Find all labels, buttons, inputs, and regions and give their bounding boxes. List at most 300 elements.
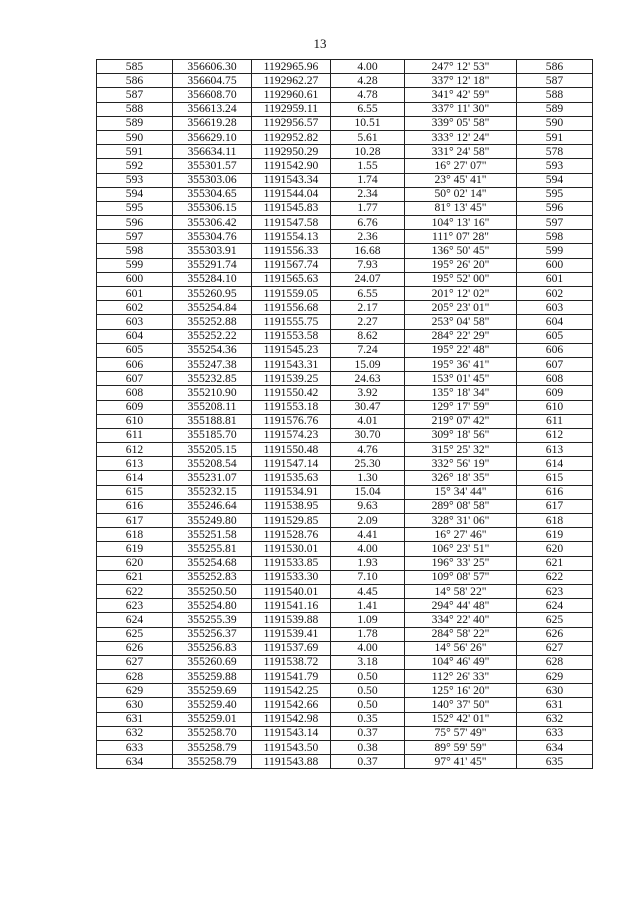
distance-cell: 2.36 [331, 230, 405, 244]
bearing-cell: 89° 59' 59" [405, 741, 517, 755]
y-coordinate-cell: 1191576.76 [252, 414, 331, 428]
table-body [97, 60, 593, 769]
y-coordinate-cell: 1191533.85 [252, 556, 331, 570]
table-row [97, 329, 593, 343]
point-number-cell: 622 [97, 584, 173, 598]
bearing-cell: 309° 18' 56" [405, 428, 517, 442]
distance-cell: 1.09 [331, 613, 405, 627]
x-coordinate-cell: 355258.79 [173, 741, 252, 755]
point-number-cell: 610 [97, 414, 173, 428]
point-number-cell: 615 [97, 485, 173, 499]
y-coordinate-cell: 1191547.58 [252, 216, 331, 230]
next-point-cell: 591 [517, 130, 593, 144]
distance-cell: 3.18 [331, 655, 405, 669]
distance-cell: 1.74 [331, 173, 405, 187]
table-row [97, 116, 593, 130]
table-row [97, 414, 593, 428]
next-point-cell: 616 [517, 485, 593, 499]
x-coordinate-cell: 355260.95 [173, 287, 252, 301]
next-point-cell: 624 [517, 599, 593, 613]
point-number-cell: 608 [97, 386, 173, 400]
table-row [97, 655, 593, 669]
table-row [97, 386, 593, 400]
table-row [97, 244, 593, 258]
point-number-cell: 596 [97, 216, 173, 230]
bearing-cell: 97° 41' 45" [405, 755, 517, 769]
distance-cell: 10.28 [331, 145, 405, 159]
bearing-cell: 247° 12' 53" [405, 60, 517, 74]
table-row [97, 130, 593, 144]
table-row [97, 726, 593, 740]
distance-cell: 1.55 [331, 159, 405, 173]
point-number-cell: 588 [97, 102, 173, 116]
y-coordinate-cell: 1191556.68 [252, 301, 331, 315]
x-coordinate-cell: 355258.79 [173, 755, 252, 769]
next-point-cell: 597 [517, 216, 593, 230]
x-coordinate-cell: 355188.81 [173, 414, 252, 428]
distance-cell: 0.38 [331, 741, 405, 755]
table-row [97, 641, 593, 655]
distance-cell: 24.63 [331, 372, 405, 386]
y-coordinate-cell: 1191537.69 [252, 641, 331, 655]
table-row [97, 60, 593, 74]
table-row [97, 528, 593, 542]
bearing-cell: 16° 27' 07" [405, 159, 517, 173]
bearing-cell: 14° 58' 22" [405, 584, 517, 598]
point-number-cell: 586 [97, 74, 173, 88]
y-coordinate-cell: 1191545.23 [252, 343, 331, 357]
x-coordinate-cell: 355254.84 [173, 301, 252, 315]
distance-cell: 0.50 [331, 670, 405, 684]
x-coordinate-cell: 355232.85 [173, 372, 252, 386]
bearing-cell: 332° 56' 19" [405, 457, 517, 471]
x-coordinate-cell: 355254.68 [173, 556, 252, 570]
point-number-cell: 630 [97, 698, 173, 712]
next-point-cell: 618 [517, 514, 593, 528]
point-number-cell: 612 [97, 443, 173, 457]
next-point-cell: 595 [517, 187, 593, 201]
x-coordinate-cell: 355246.64 [173, 499, 252, 513]
x-coordinate-cell: 355252.83 [173, 570, 252, 584]
distance-cell: 3.92 [331, 386, 405, 400]
y-coordinate-cell: 1191539.88 [252, 613, 331, 627]
bearing-cell: 195° 22' 48" [405, 343, 517, 357]
y-coordinate-cell: 1191540.01 [252, 584, 331, 598]
y-coordinate-cell: 1191528.76 [252, 528, 331, 542]
x-coordinate-cell: 356606.30 [173, 60, 252, 74]
y-coordinate-cell: 1191543.31 [252, 357, 331, 371]
table-row [97, 613, 593, 627]
distance-cell: 9.63 [331, 499, 405, 513]
distance-cell: 0.37 [331, 726, 405, 740]
table-row [97, 287, 593, 301]
x-coordinate-cell: 355231.07 [173, 471, 252, 485]
table-row [97, 216, 593, 230]
next-point-cell: 619 [517, 528, 593, 542]
bearing-cell: 136° 50' 45" [405, 244, 517, 258]
distance-cell: 7.10 [331, 570, 405, 584]
x-coordinate-cell: 355260.69 [173, 655, 252, 669]
table-row [97, 755, 593, 769]
point-number-cell: 606 [97, 357, 173, 371]
x-coordinate-cell: 355251.58 [173, 528, 252, 542]
y-coordinate-cell: 1191539.41 [252, 627, 331, 641]
y-coordinate-cell: 1191542.90 [252, 159, 331, 173]
x-coordinate-cell: 355255.81 [173, 542, 252, 556]
next-point-cell: 629 [517, 670, 593, 684]
bearing-cell: 334° 22' 40" [405, 613, 517, 627]
x-coordinate-cell: 355208.54 [173, 457, 252, 471]
table-row [97, 712, 593, 726]
y-coordinate-cell: 1191574.23 [252, 428, 331, 442]
x-coordinate-cell: 355247.38 [173, 357, 252, 371]
table-row [97, 570, 593, 584]
next-point-cell: 596 [517, 201, 593, 215]
x-coordinate-cell: 355256.37 [173, 627, 252, 641]
distance-cell: 4.45 [331, 584, 405, 598]
table-row [97, 599, 593, 613]
point-number-cell: 598 [97, 244, 173, 258]
point-number-cell: 628 [97, 670, 173, 684]
y-coordinate-cell: 1192950.29 [252, 145, 331, 159]
distance-cell: 1.30 [331, 471, 405, 485]
y-coordinate-cell: 1192965.96 [252, 60, 331, 74]
x-coordinate-cell: 355250.50 [173, 584, 252, 598]
distance-cell: 8.62 [331, 329, 405, 343]
distance-cell: 4.00 [331, 60, 405, 74]
next-point-cell: 599 [517, 244, 593, 258]
distance-cell: 4.78 [331, 88, 405, 102]
bearing-cell: 219° 07' 42" [405, 414, 517, 428]
table-row [97, 400, 593, 414]
bearing-cell: 104° 13' 16" [405, 216, 517, 230]
bearing-cell: 14° 56' 26" [405, 641, 517, 655]
table-row [97, 584, 593, 598]
y-coordinate-cell: 1191534.91 [252, 485, 331, 499]
y-coordinate-cell: 1191554.13 [252, 230, 331, 244]
table-row [97, 428, 593, 442]
y-coordinate-cell: 1191533.30 [252, 570, 331, 584]
y-coordinate-cell: 1191555.75 [252, 315, 331, 329]
bearing-cell: 153° 01' 45" [405, 372, 517, 386]
point-number-cell: 632 [97, 726, 173, 740]
distance-cell: 25.30 [331, 457, 405, 471]
y-coordinate-cell: 1192960.61 [252, 88, 331, 102]
distance-cell: 0.50 [331, 684, 405, 698]
distance-cell: 6.55 [331, 287, 405, 301]
next-point-cell: 620 [517, 542, 593, 556]
table-row [97, 627, 593, 641]
next-point-cell: 625 [517, 613, 593, 627]
x-coordinate-cell: 355232.15 [173, 485, 252, 499]
y-coordinate-cell: 1191541.79 [252, 670, 331, 684]
y-coordinate-cell: 1191542.98 [252, 712, 331, 726]
bearing-cell: 289° 08' 58" [405, 499, 517, 513]
next-point-cell: 586 [517, 60, 593, 74]
next-point-cell: 600 [517, 258, 593, 272]
bearing-cell: 109° 08' 57" [405, 570, 517, 584]
point-number-cell: 633 [97, 741, 173, 755]
distance-cell: 0.50 [331, 698, 405, 712]
next-point-cell: 603 [517, 301, 593, 315]
bearing-cell: 125° 16' 20" [405, 684, 517, 698]
distance-cell: 7.24 [331, 343, 405, 357]
x-coordinate-cell: 356608.70 [173, 88, 252, 102]
x-coordinate-cell: 355306.42 [173, 216, 252, 230]
x-coordinate-cell: 356634.11 [173, 145, 252, 159]
x-coordinate-cell: 355304.76 [173, 230, 252, 244]
distance-cell: 0.35 [331, 712, 405, 726]
table-row [97, 272, 593, 286]
table-row [97, 741, 593, 755]
table-row [97, 357, 593, 371]
distance-cell: 15.04 [331, 485, 405, 499]
y-coordinate-cell: 1192952.82 [252, 130, 331, 144]
table-row [97, 315, 593, 329]
table-row [97, 230, 593, 244]
point-number-cell: 611 [97, 428, 173, 442]
distance-cell: 2.27 [331, 315, 405, 329]
point-number-cell: 634 [97, 755, 173, 769]
bearing-cell: 81° 13' 45" [405, 201, 517, 215]
x-coordinate-cell: 355301.57 [173, 159, 252, 173]
x-coordinate-cell: 355284.10 [173, 272, 252, 286]
x-coordinate-cell: 355254.80 [173, 599, 252, 613]
y-coordinate-cell: 1191543.14 [252, 726, 331, 740]
bearing-cell: 328° 31' 06" [405, 514, 517, 528]
table-row [97, 556, 593, 570]
x-coordinate-cell: 355259.88 [173, 670, 252, 684]
y-coordinate-cell: 1191559.05 [252, 287, 331, 301]
next-point-cell: 610 [517, 400, 593, 414]
y-coordinate-cell: 1191542.25 [252, 684, 331, 698]
table-row [97, 457, 593, 471]
y-coordinate-cell: 1191547.14 [252, 457, 331, 471]
point-number-cell: 624 [97, 613, 173, 627]
bearing-cell: 140° 37' 50" [405, 698, 517, 712]
x-coordinate-cell: 356619.28 [173, 116, 252, 130]
point-number-cell: 618 [97, 528, 173, 542]
point-number-cell: 602 [97, 301, 173, 315]
bearing-cell: 201° 12' 02" [405, 287, 517, 301]
x-coordinate-cell: 355208.11 [173, 400, 252, 414]
y-coordinate-cell: 1192956.57 [252, 116, 331, 130]
next-point-cell: 589 [517, 102, 593, 116]
next-point-cell: 609 [517, 386, 593, 400]
point-number-cell: 600 [97, 272, 173, 286]
point-number-cell: 607 [97, 372, 173, 386]
y-coordinate-cell: 1191545.83 [252, 201, 331, 215]
y-coordinate-cell: 1191550.42 [252, 386, 331, 400]
table-row [97, 301, 593, 315]
table-row [97, 485, 593, 499]
point-number-cell: 604 [97, 329, 173, 343]
bearing-cell: 15° 34' 44" [405, 485, 517, 499]
next-point-cell: 605 [517, 329, 593, 343]
x-coordinate-cell: 355303.91 [173, 244, 252, 258]
distance-cell: 6.76 [331, 216, 405, 230]
bearing-cell: 331° 24' 58" [405, 145, 517, 159]
x-coordinate-cell: 355259.01 [173, 712, 252, 726]
point-number-cell: 605 [97, 343, 173, 357]
bearing-cell: 339° 05' 58" [405, 116, 517, 130]
point-number-cell: 619 [97, 542, 173, 556]
bearing-cell: 284° 22' 29" [405, 329, 517, 343]
table-row [97, 88, 593, 102]
bearing-cell: 195° 26' 20" [405, 258, 517, 272]
next-point-cell: 612 [517, 428, 593, 442]
bearing-cell: 196° 33' 25" [405, 556, 517, 570]
y-coordinate-cell: 1191565.63 [252, 272, 331, 286]
distance-cell: 5.61 [331, 130, 405, 144]
table-row [97, 698, 593, 712]
distance-cell: 1.93 [331, 556, 405, 570]
x-coordinate-cell: 355210.90 [173, 386, 252, 400]
x-coordinate-cell: 356629.10 [173, 130, 252, 144]
bearing-cell: 315° 25' 32" [405, 443, 517, 457]
point-number-cell: 629 [97, 684, 173, 698]
x-coordinate-cell: 355259.40 [173, 698, 252, 712]
table-row [97, 187, 593, 201]
bearing-cell: 152° 42' 01" [405, 712, 517, 726]
x-coordinate-cell: 355304.65 [173, 187, 252, 201]
distance-cell: 30.47 [331, 400, 405, 414]
point-number-cell: 623 [97, 599, 173, 613]
bearing-cell: 106° 23' 51" [405, 542, 517, 556]
y-coordinate-cell: 1191530.01 [252, 542, 331, 556]
table-row [97, 74, 593, 88]
y-coordinate-cell: 1191544.04 [252, 187, 331, 201]
bearing-cell: 112° 26' 33" [405, 670, 517, 684]
x-coordinate-cell: 355252.88 [173, 315, 252, 329]
next-point-cell: 593 [517, 159, 593, 173]
next-point-cell: 601 [517, 272, 593, 286]
table-row [97, 145, 593, 159]
next-point-cell: 613 [517, 443, 593, 457]
x-coordinate-cell: 355252.22 [173, 329, 252, 343]
table-row [97, 102, 593, 116]
point-number-cell: 613 [97, 457, 173, 471]
y-coordinate-cell: 1191553.58 [252, 329, 331, 343]
point-number-cell: 621 [97, 570, 173, 584]
next-point-cell: 628 [517, 655, 593, 669]
page-number: 13 [313, 36, 327, 51]
y-coordinate-cell: 1191539.25 [252, 372, 331, 386]
table-row [97, 514, 593, 528]
point-number-cell: 601 [97, 287, 173, 301]
point-number-cell: 617 [97, 514, 173, 528]
point-number-cell: 609 [97, 400, 173, 414]
next-point-cell: 614 [517, 457, 593, 471]
x-coordinate-cell: 355254.36 [173, 343, 252, 357]
x-coordinate-cell: 355205.15 [173, 443, 252, 457]
bearing-cell: 195° 52' 00" [405, 272, 517, 286]
x-coordinate-cell: 356613.24 [173, 102, 252, 116]
bearing-cell: 284° 58' 22" [405, 627, 517, 641]
next-point-cell: 615 [517, 471, 593, 485]
y-coordinate-cell: 1191543.50 [252, 741, 331, 755]
table-row [97, 471, 593, 485]
bearing-cell: 135° 18' 34" [405, 386, 517, 400]
bearing-cell: 326° 18' 35" [405, 471, 517, 485]
y-coordinate-cell: 1192959.11 [252, 102, 331, 116]
point-number-cell: 594 [97, 187, 173, 201]
point-number-cell: 589 [97, 116, 173, 130]
next-point-cell: 634 [517, 741, 593, 755]
point-number-cell: 620 [97, 556, 173, 570]
point-number-cell: 597 [97, 230, 173, 244]
bearing-cell: 333° 12' 24" [405, 130, 517, 144]
bearing-cell: 50° 02' 14" [405, 187, 517, 201]
y-coordinate-cell: 1191567.74 [252, 258, 331, 272]
bearing-cell: 23° 45' 41" [405, 173, 517, 187]
point-number-cell: 625 [97, 627, 173, 641]
next-point-cell: 635 [517, 755, 593, 769]
next-point-cell: 594 [517, 173, 593, 187]
x-coordinate-cell: 355306.15 [173, 201, 252, 215]
y-coordinate-cell: 1191543.88 [252, 755, 331, 769]
x-coordinate-cell: 355256.83 [173, 641, 252, 655]
next-point-cell: 623 [517, 584, 593, 598]
distance-cell: 2.34 [331, 187, 405, 201]
next-point-cell: 631 [517, 698, 593, 712]
point-number-cell: 585 [97, 60, 173, 74]
next-point-cell: 630 [517, 684, 593, 698]
distance-cell: 4.41 [331, 528, 405, 542]
next-point-cell: 626 [517, 627, 593, 641]
bearing-cell: 205° 23' 01" [405, 301, 517, 315]
distance-cell: 4.00 [331, 641, 405, 655]
bearing-cell: 111° 07' 28" [405, 230, 517, 244]
next-point-cell: 578 [517, 145, 593, 159]
bearing-cell: 337° 11' 30" [405, 102, 517, 116]
table-row [97, 443, 593, 457]
distance-cell: 4.28 [331, 74, 405, 88]
bearing-cell: 294° 44' 48" [405, 599, 517, 613]
y-coordinate-cell: 1191538.72 [252, 655, 331, 669]
next-point-cell: 617 [517, 499, 593, 513]
y-coordinate-cell: 1191529.85 [252, 514, 331, 528]
point-number-cell: 593 [97, 173, 173, 187]
next-point-cell: 611 [517, 414, 593, 428]
x-coordinate-cell: 355303.06 [173, 173, 252, 187]
bearing-cell: 253° 04' 58" [405, 315, 517, 329]
table-row [97, 258, 593, 272]
distance-cell: 10.51 [331, 116, 405, 130]
point-number-cell: 614 [97, 471, 173, 485]
point-number-cell: 616 [97, 499, 173, 513]
distance-cell: 15.09 [331, 357, 405, 371]
bearing-cell: 341° 42' 59" [405, 88, 517, 102]
y-coordinate-cell: 1191542.66 [252, 698, 331, 712]
point-number-cell: 592 [97, 159, 173, 173]
distance-cell: 4.00 [331, 542, 405, 556]
y-coordinate-cell: 1191550.48 [252, 443, 331, 457]
bearing-cell: 16° 27' 46" [405, 528, 517, 542]
point-number-cell: 587 [97, 88, 173, 102]
table-row [97, 670, 593, 684]
x-coordinate-cell: 355291.74 [173, 258, 252, 272]
y-coordinate-cell: 1192962.27 [252, 74, 331, 88]
next-point-cell: 632 [517, 712, 593, 726]
y-coordinate-cell: 1191543.34 [252, 173, 331, 187]
x-coordinate-cell: 355255.39 [173, 613, 252, 627]
y-coordinate-cell: 1191535.63 [252, 471, 331, 485]
table-row [97, 343, 593, 357]
x-coordinate-cell: 355259.69 [173, 684, 252, 698]
distance-cell: 4.01 [331, 414, 405, 428]
bearing-cell: 104° 46' 49" [405, 655, 517, 669]
